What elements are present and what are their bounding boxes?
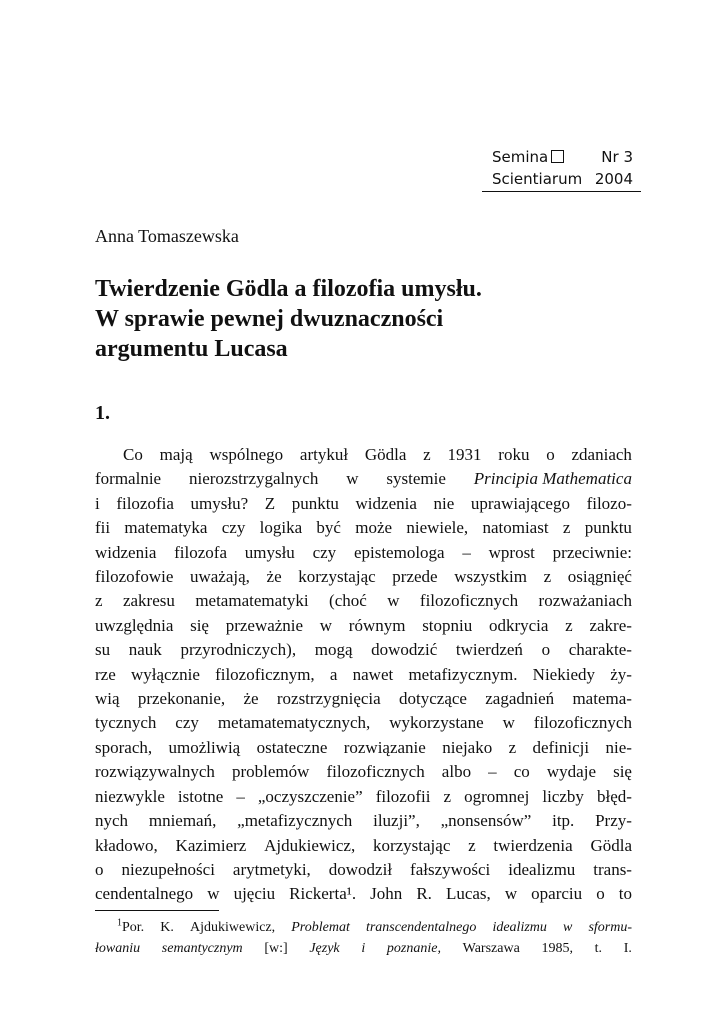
word: artykuł [299, 445, 349, 464]
word: [w:] [264, 941, 288, 956]
section-number: 1. [95, 402, 110, 424]
word: być [316, 518, 341, 538]
word: w [387, 591, 400, 611]
word: w [504, 884, 518, 904]
word: dowodził [328, 859, 393, 879]
word: Principia Mathematica [473, 469, 632, 489]
word: filozoficznych [419, 591, 519, 611]
word: przeważnie [225, 615, 304, 635]
body-line [95, 516, 632, 540]
journal-number: Nr 3 [601, 148, 633, 166]
word: „oczyszczenie” [257, 786, 363, 806]
word: Gödla [590, 835, 632, 855]
word: co [513, 762, 530, 782]
word: uprawiającego [470, 493, 570, 513]
word: ujęciu [233, 884, 276, 904]
word: „nonsensów” [440, 811, 532, 831]
word: rze [95, 664, 116, 684]
word: rozważaniach [538, 591, 632, 611]
word: Co [123, 445, 143, 464]
word: (choć [329, 591, 367, 611]
word: osiągnięć [567, 567, 632, 587]
word: Warszawa [462, 941, 520, 956]
word: – [488, 762, 497, 782]
word: tycznych [95, 713, 157, 733]
footnote-line [95, 917, 632, 938]
word: ży- [610, 664, 632, 684]
word: problemów [231, 762, 310, 782]
word: systemie [386, 469, 446, 489]
body-line [95, 589, 632, 613]
word: z [543, 567, 552, 587]
word: zdaniach [571, 445, 632, 464]
word: twierdzeń [455, 640, 523, 660]
journal-header-row-2 [482, 168, 641, 190]
word: twierdzenia [493, 835, 573, 855]
word: z [443, 786, 452, 806]
footnote-line [95, 938, 632, 959]
word: sporach, [95, 737, 153, 757]
word: $^1$Por. [117, 917, 145, 935]
word: istotne [177, 786, 224, 806]
word: przede [392, 567, 438, 587]
word: mniemań, [148, 811, 217, 831]
word: zakresu [122, 591, 175, 611]
word: czy [221, 518, 246, 538]
word: idealizmu [492, 920, 547, 935]
author-name: Anna Tomaszewska [95, 226, 239, 246]
body-line [95, 614, 632, 638]
word: Z [264, 493, 276, 513]
word: filozofia [116, 493, 174, 513]
word: i [95, 493, 100, 513]
title-line: Twierdzenie Gödla a filozofia umysłu. [95, 276, 482, 302]
word: idealizmu [508, 859, 576, 879]
word: przyrodniczych), [180, 640, 297, 660]
word: się [190, 615, 209, 635]
word: wykorzystane [389, 713, 484, 733]
word: wyłącznie [130, 664, 200, 684]
word: czy [175, 713, 199, 733]
word: błęd- [596, 786, 632, 806]
body-line [95, 785, 632, 809]
word: że [243, 689, 259, 709]
word: o [95, 859, 104, 879]
word: ogromnej [464, 786, 530, 806]
word: może [355, 518, 393, 538]
word: fii [95, 518, 111, 538]
word: t. [594, 941, 603, 956]
title-line: argumentu Lucasa [95, 336, 288, 362]
body-line [95, 492, 632, 516]
word: filozoficznych [533, 713, 632, 733]
word: I. [623, 941, 632, 956]
word: 1931 [447, 445, 482, 464]
word: Przy- [595, 811, 632, 831]
body-line [95, 565, 632, 589]
word: w [502, 713, 515, 733]
body-line [95, 663, 632, 687]
journal-year: 2004 [594, 170, 633, 188]
word: albo [441, 762, 472, 782]
word: – [462, 542, 471, 562]
word: dotyczące [399, 689, 467, 709]
word: filozo- [586, 493, 632, 513]
body-line [95, 638, 632, 662]
word: metamatematyki [195, 591, 309, 611]
word: matema- [572, 689, 632, 709]
word: zakre- [589, 615, 632, 635]
word: rozwiązywalnych [95, 762, 215, 782]
word: nie- [605, 737, 632, 757]
word: – [236, 786, 245, 806]
word: John [370, 884, 403, 904]
word: przekonanie, [137, 689, 226, 709]
body-line [95, 736, 632, 760]
word: umysłu? [190, 493, 249, 513]
word: stopniu [422, 615, 473, 635]
word: filozoficznych [326, 762, 425, 782]
body-line [95, 541, 632, 565]
footnote-rule [95, 910, 219, 911]
box-glyph-icon [551, 150, 564, 163]
word: metafizycznym. [408, 664, 518, 684]
word: itp. [552, 811, 575, 831]
journal-header-row-1 [482, 146, 641, 168]
word: nych [95, 811, 129, 831]
word: wszystkim [454, 567, 527, 587]
word: dowodzić [371, 640, 438, 660]
body-line [95, 711, 632, 735]
word: niezwykle [95, 786, 165, 806]
word: Gödla [364, 445, 407, 464]
word: roku [498, 445, 530, 464]
word: wspólnego [209, 445, 284, 464]
word: korzystając [372, 835, 451, 855]
word: rozwiązanie [343, 737, 426, 757]
word: 1985, [541, 941, 573, 956]
word: umysłu [244, 542, 295, 562]
word: ostateczne [256, 737, 328, 757]
word: się [613, 762, 632, 782]
word: w [207, 884, 220, 904]
word: Problemat [291, 920, 350, 935]
body-line [95, 443, 632, 467]
word: nawet [352, 664, 394, 684]
footnote-marker: 1 [117, 917, 122, 929]
footnote [95, 917, 632, 959]
word: i [361, 941, 366, 956]
word: widzenia [95, 542, 157, 562]
word: uważają, [189, 567, 250, 587]
word: w [346, 469, 359, 489]
word: liczby [542, 786, 584, 806]
word: trans- [593, 859, 632, 879]
word: w [563, 920, 573, 935]
word: umożliwią [168, 737, 241, 757]
body-line [95, 687, 632, 711]
word: niezupełności [121, 859, 215, 879]
word: nauk [128, 640, 162, 660]
word: mogą [314, 640, 353, 660]
word: uwzględnia [95, 615, 174, 635]
word: o [546, 445, 555, 464]
word: wią [95, 689, 120, 709]
word: filozoficznym, [215, 664, 315, 684]
word: metamatematycznych, [217, 713, 371, 733]
word: charakte- [568, 640, 632, 660]
word: wprost [488, 542, 535, 562]
word: K. [160, 920, 174, 935]
word: filozofa [174, 542, 227, 562]
word: logika [259, 518, 303, 538]
word: z [423, 445, 431, 464]
word: R. [416, 884, 432, 904]
word: mają [159, 445, 193, 464]
word: z [468, 835, 476, 855]
word: widzenia [355, 493, 417, 513]
word: Ajdukiewicz, [264, 835, 356, 855]
word: o [596, 884, 605, 904]
word: punktu [291, 493, 339, 513]
word: Kazimierz [175, 835, 247, 855]
word: korzystając [298, 567, 376, 587]
word: su [95, 640, 111, 660]
word: filozofii [375, 786, 431, 806]
word: Lucas, [445, 884, 491, 904]
word: z [508, 737, 517, 757]
word: w [319, 615, 333, 635]
body-line [95, 760, 632, 784]
body-line [95, 858, 632, 882]
word: semantycznym [161, 941, 243, 956]
word: Niekiedy [532, 664, 595, 684]
word: Rickerta¹. [289, 884, 357, 904]
body-line [95, 467, 632, 491]
word: z [562, 518, 571, 538]
journal-name-line1: Semina [492, 146, 564, 168]
word: zagadnień [485, 689, 555, 709]
word: Ajdukiwewicz, [190, 920, 276, 935]
word: filozofowie [95, 567, 174, 587]
word: cendentalnego [95, 884, 194, 904]
word: formalnie [95, 469, 162, 489]
body-line [95, 882, 632, 906]
word: Język [309, 941, 340, 956]
word: to [618, 884, 632, 904]
word: rozstrzygnięcia [276, 689, 381, 709]
word: przeciwnie: [552, 542, 632, 562]
word: nie [433, 493, 455, 513]
word: punktu [584, 518, 632, 538]
word: odkrycia [488, 615, 549, 635]
word: oparciu [531, 884, 583, 904]
word: wydaje [546, 762, 596, 782]
word: z [95, 591, 103, 611]
word: sformu- [588, 920, 632, 935]
word: natomiast [482, 518, 549, 538]
word: niewiele, [406, 518, 469, 538]
header-rule [482, 191, 641, 192]
journal-header [482, 146, 641, 192]
body-line [95, 834, 632, 858]
word: że [266, 567, 282, 587]
word: poznanie, [386, 941, 441, 956]
word: o [541, 640, 551, 660]
word: równym [348, 615, 406, 635]
word: „metafizycznych [237, 811, 353, 831]
word: z [565, 615, 573, 635]
word: transcendentalnego [365, 920, 477, 935]
article-title [95, 274, 635, 364]
word: definicji [532, 737, 590, 757]
word: nierozstrzygalnych [188, 469, 319, 489]
word: niejako [442, 737, 493, 757]
word: czy [312, 542, 337, 562]
word: a [329, 664, 338, 684]
word: iluzji”, [373, 811, 420, 831]
word: matematyka [124, 518, 208, 538]
body-text [95, 443, 632, 907]
word: epistemologa [353, 542, 445, 562]
word: arytmetyki, [232, 859, 311, 879]
journal-name-line2: Scientiarum [492, 170, 583, 188]
word: fałszywości [410, 859, 491, 879]
body-line [95, 809, 632, 833]
word: łowaniu [95, 941, 141, 956]
title-line: W sprawie pewnej dwuznaczności [95, 306, 444, 332]
word: kładowo, [95, 835, 158, 855]
